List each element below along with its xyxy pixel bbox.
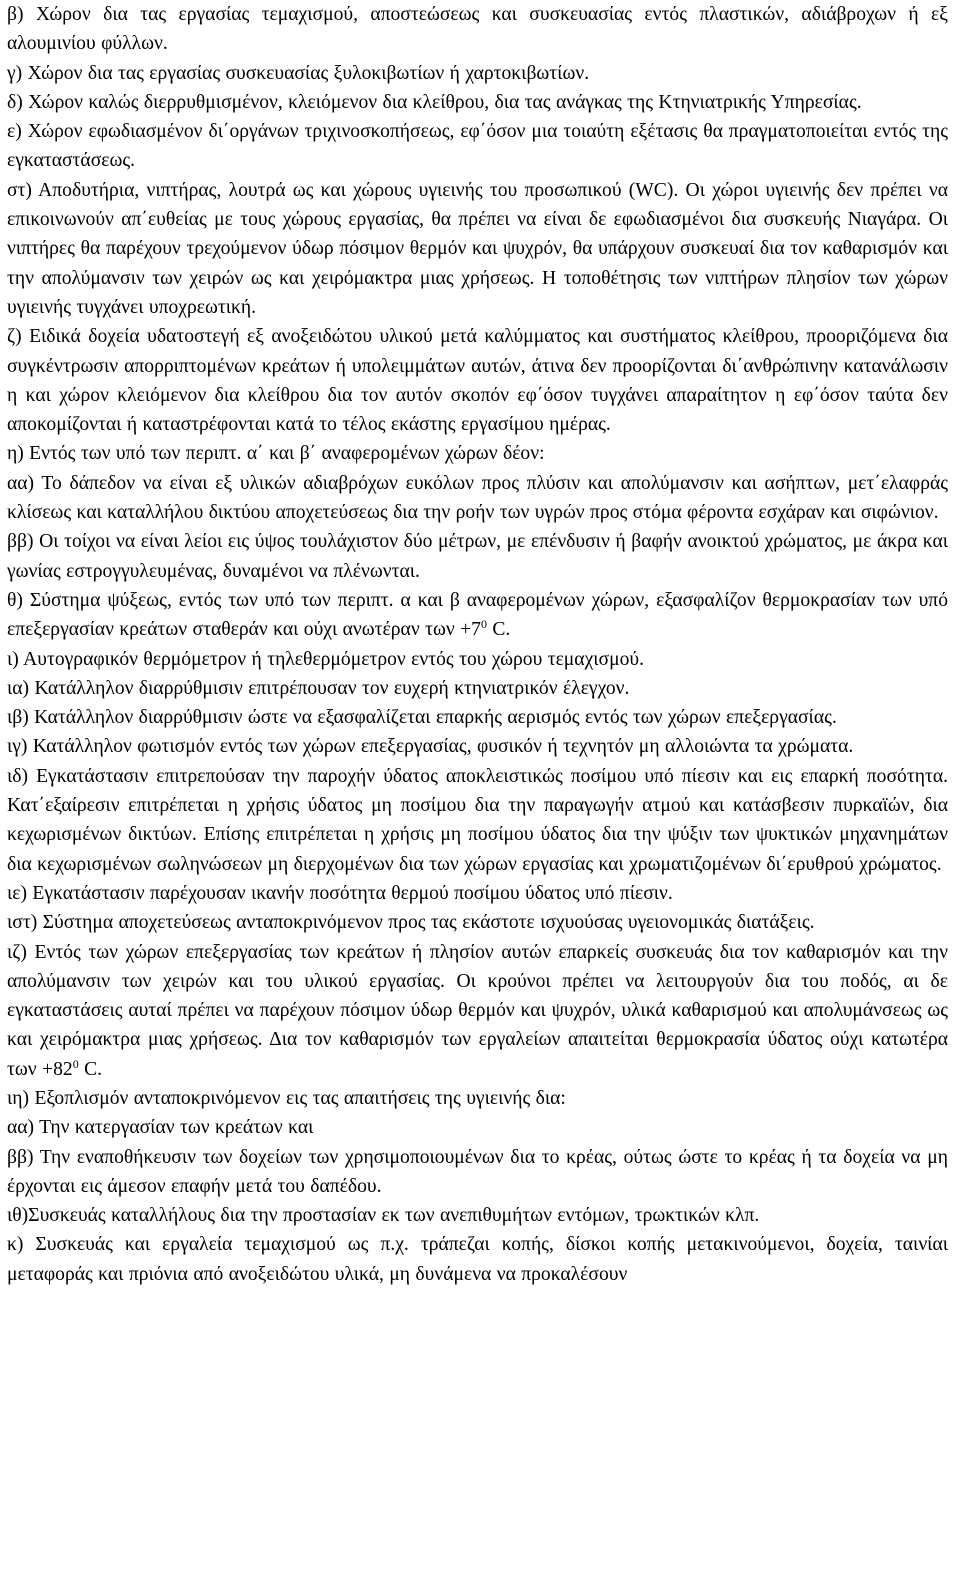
- document-body: [7, 0, 948, 1289]
- paragraph-i: ι) Αυτογραφικόν θερμόμετρον ή τηλεθερμόμετρον εντός του χώρου τεμαχισμού.: [7, 648, 644, 670]
- paragraph-bb: ββ) Οι τοίχοι να είναι λείοι εις ύψος τουλάχιστον δύο μέτρων, με επένδυσιν ή βαφήν ανοικτού χρώματος, με άκρα και γωνίας εστρογγυλευμένας, δυναμένοι να πλένωνται.: [7, 531, 948, 582]
- paragraph-e: ε) Χώρον εφωδιασμένον δι΄οργάνων τριχινοσκοπήσεως, εφ΄όσον μια τοιαύτη εξέτασις θα πραγματοποιείται εντός της εγκαταστάσεως.: [7, 121, 948, 172]
- paragraph-iz: [7, 938, 948, 1084]
- paragraph-k: κ) Συσκευάς και εργαλεία τεμαχισμού ως π.χ. τράπεζαι κοπής, δίσκοι κοπής μετακινούμενοι, δοχεία, ταινίαι μεταφοράς και πριόνια από ανοξειδώτου υλικά, μη δυνάμενα να προκαλέσουν: [7, 1234, 948, 1285]
- paragraph-ie: ιε) Εγκατάστασιν παρέχουσαν ικανήν ποσότητα θερμού ποσίμου ύδατος υπό πίεσιν.: [7, 882, 673, 904]
- paragraph-ist: ιστ) Σύστημα αποχετεύσεως ανταποκρινόμενον προς τας εκάστοτε ισχυούσας υγειονομικάς διατάξεις.: [7, 912, 815, 934]
- paragraph-z: ζ) Ειδικά δοχεία υδατοστεγή εξ ανοξειδώτου υλικού μετά καλύμματος και συστήματος κλείθρου, προοριζόμενα δια συγκέντρωσιν απορριπτομένων κρεάτων ή υπολειμμάτων αυτών, άτινα δεν προορίζονται δι΄ανθρώπινην κατανάλωσιν η και χώρον κλειόμενον δια κλείθρου δια τον αυτόν σκοπόν εφ΄όσον τυγχάνει απαραίτητον η εφ΄όσον ταύτα δεν αποκομίζονται ή καταστρέφονται κατά το τέλος εκάστης εργασίμου ημέρας.: [7, 326, 948, 436]
- paragraph-aa2: αα) Την κατεργασίαν των κρεάτων και: [7, 1117, 314, 1139]
- paragraph-ith: ιθ)Συσκευάς καταλλήλους δια την προστασίαν εκ των ανεπιθυμήτων εντόμων, τρωκτικών κλπ.: [7, 1205, 760, 1227]
- paragraph-ih: ιη) Εξοπλισμόν ανταποκρινόμενον εις τας απαιτήσεις της υγιεινής δια:: [7, 1087, 566, 1109]
- paragraph-ib: ιβ) Κατάλληλον διαρρύθμισιν ώστε να εξασφαλίζεται επαρκής αερισμός εντός των χώρων επεξεργασίας.: [7, 707, 837, 729]
- paragraph-g: γ) Χώρον δια τας εργασίας συσκευασίας ξυλοκιβωτίων ή χαρτοκιβωτίων.: [7, 62, 590, 84]
- paragraph-st: στ) Αποδυτήρια, νιπτήρας, λουτρά ως και χώρους υγιεινής του προσωπικού (WC). Οι χώροι υγιεινής δεν πρέπει να επικοινωνούν απ΄ευθείας με τους χώρους εργασίας, θα πρέπει να είναι δε εφωδιασμένοι δια συσκευής Νιαγάρα. Οι νιπτήρες θα παρέχουν τρεχούμενον ύδωρ πόσιμον θερμόν και ψυχρόν, θα υπάρχουν συσκευαί δια τον καθαρισμόν και την απολύμανσιν των χειρών ως και χειρόμακτρα μιας χρήσεως. Η τοποθέτησις των νιπτήρων πλησίον των χώρων υγιεινής τυγχάνει υποχρεωτική.: [7, 179, 948, 318]
- paragraph-iz-text: ιζ) Εντός των χώρων επεξεργασίας των κρεάτων ή πλησίον αυτών επαρκείς συσκευάς δια τον καθαρισμόν και την απολύμανσιν των χειρών και του υλικού εργασίας. Οι κρούνοι πρέπει να λειτουργούν δια του ποδός, αι δε εγκαταστάσεις αυταί πρέπει να παρέχουν πόσιμον ύδωρ θερμόν και ψυχρόν, υλικά καθαρισμού και απολυμάνσεως ως και χειρόμακτρα μιας χρήσεως. Δια τον καθαρισμόν των εργαλείων απαιτείται θερμοκρασία ύδατος ούχι κατωτέρα των +82: [7, 941, 948, 1080]
- paragraph-ia: ια) Κατάλληλον διαρρύθμισιν επιτρέπουσαν τον ευχερή κτηνιατρικόν έλεγχον.: [7, 677, 630, 699]
- paragraph-th-unit: C.: [486, 619, 511, 641]
- paragraph-d: δ) Χώρον καλώς διερρυθμισμένον, κλειόμενον δια κλείθρου, δια τας ανάγκας της Κτηνιατρικής Υπηρεσίας.: [7, 91, 862, 113]
- paragraph-th: [7, 586, 948, 645]
- paragraph-id: ιδ) Εγκατάστασιν επιτρεπούσαν την παροχήν ύδατος αποκλειστικώς ποσίμου υπό πίεσιν και εις επαρκή ποσότητα. Κατ΄εξαίρεσιν επιτρέπεται η χρήσις ύδατος μη ποσίμου δια την παραγωγήν ατμού και κατάσβεσιν πυρκαϊών, δια κεχωρισμένων δικτύων. Επίσης επιτρέπεται η χρήσις μη ποσίμου ύδατος δια την ψύξιν των ψυκτικών μηχανημάτων δια κεχωρισμένων σωληνώσεων μη διερχομένων δια των χώρων εργασίας και χρωματιζομένων δι΄ερυθρού χρώματος.: [7, 765, 948, 875]
- paragraph-th-text: θ) Σύστημα ψύξεως, εντός των υπό των περιπτ. α και β αναφερομένων χώρων, εξασφαλίζον θερμοκρασίαν των υπό επεξεργασίαν κρεάτων σταθεράν και ούχι ανωτέραν των +7: [7, 589, 948, 641]
- paragraph-bb2: ββ) Την εναποθήκευσιν των δοχείων των χρησιμοποιουμένων δια το κρέας, ούτως ώστε το κρέας ή τα δοχεία να μη έρχονται εις άμεσον επαφήν μετά του δαπέδου.: [7, 1146, 948, 1197]
- paragraph-h: η) Εντός των υπό των περιπτ. α΄ και β΄ αναφερομένων χώρων δέον:: [7, 443, 545, 465]
- paragraph-ig: ιγ) Κατάλληλον φωτισμόν εντός των χώρων επεξεργασίας, φυσικόν ή τεχνητόν μη αλλοιώντα τα χρώματα.: [7, 736, 854, 758]
- paragraph-b: β) Χώρον δια τας εργασίας τεμαχισμού, αποστεώσεως και συσκευασίας εντός πλαστικών, αδιάβροχων ή εξ αλουμινίου φύλλων.: [7, 4, 948, 55]
- paragraph-iz-unit: C.: [78, 1058, 103, 1080]
- degree-superscript: 0: [480, 617, 487, 632]
- paragraph-aa: αα) Το δάπεδον να είναι εξ υλικών αδιαβρόχων ευκόλων προς πλύσιν και απολύμανσιν και ασήπτων, μετ΄ελαφράς κλίσεως και καταλλήλου δικτύου αποχετεύσεως δια την ροήν των υγρών προς στόμα φέροντα εσχάραν και σιφώνιον.: [7, 472, 948, 524]
- degree-superscript: 0: [72, 1056, 79, 1071]
